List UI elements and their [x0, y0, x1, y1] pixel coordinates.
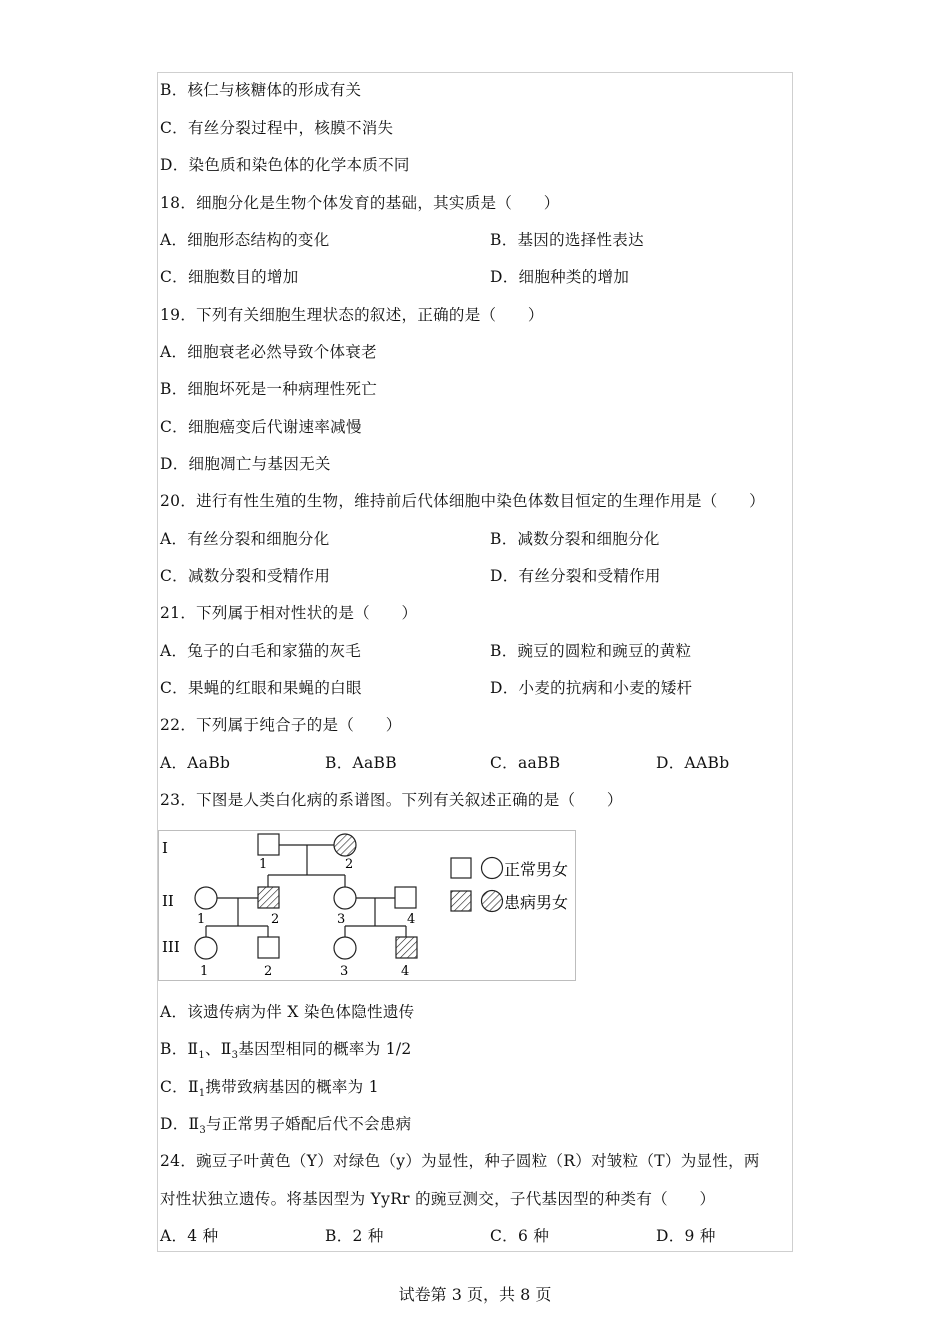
- number-III1: 1: [200, 964, 209, 979]
- pedigree-chart: [158, 830, 576, 981]
- generation-label-1: I: [162, 839, 168, 857]
- number-III3: 3: [340, 964, 349, 979]
- q23-c-suffix: 携带致病基因的概率为 1: [205, 1078, 379, 1096]
- q24-stem-line1: 24．豌豆子叶黄色（Y）对绿色（y）为显性，种子圆粒（R）对皱粒（T）为显性，两: [160, 1152, 760, 1170]
- q21-option-d: D．小麦的抗病和小麦的矮杆: [490, 679, 693, 697]
- individual-III3-female-normal: [334, 937, 356, 959]
- individual-III4-male-affected: [396, 937, 417, 958]
- pedigree-svg: [159, 831, 577, 982]
- number-II1: 1: [197, 912, 206, 927]
- number-I2: 2: [345, 857, 354, 872]
- q23-d-prefix: D．Ⅱ: [160, 1115, 200, 1133]
- q20-option-a: A．有丝分裂和细胞分化: [160, 530, 330, 548]
- q23-d-sub: 3: [199, 1125, 207, 1136]
- individual-II3-female-normal: [334, 887, 356, 909]
- legend-affected-female-icon: [482, 891, 503, 912]
- q18-option-d: D．细胞种类的增加: [490, 268, 630, 286]
- generation-label-3: III: [162, 938, 180, 956]
- number-II2: 2: [271, 912, 280, 927]
- individual-I1-male-normal: [258, 834, 279, 855]
- q23-option-a: A．该遗传病为伴 X 染色体隐性遗传: [160, 1003, 415, 1021]
- q20-option-c: C．减数分裂和受精作用: [160, 567, 331, 585]
- q17-option-d: D．染色质和染色体的化学本质不同: [160, 156, 410, 174]
- q19-option-b: B．细胞坏死是一种病理性死亡: [160, 380, 378, 398]
- page-footer: 试卷第 3 页，共 8 页: [398, 1285, 552, 1304]
- q23-option-c: [160, 1077, 379, 1104]
- q17-option-c: C．有丝分裂过程中，核膜不消失: [160, 119, 394, 137]
- legend-affected-label: 患病男女: [504, 893, 569, 912]
- q23-b-sub1: 1: [198, 1050, 205, 1061]
- individual-I2-female-affected: [334, 834, 356, 856]
- q23-option-b: [160, 1039, 412, 1066]
- q22-option-c: C．aaBB: [490, 754, 561, 772]
- q24-option-a: A．4 种: [160, 1227, 219, 1245]
- individual-III2-male-normal: [258, 937, 279, 958]
- number-III2: 2: [264, 964, 273, 979]
- q18-stem: 18．细胞分化是生物个体发育的基础，其实质是（ ）: [160, 194, 560, 212]
- q21-option-c: C．果蝇的红眼和果蝇的白眼: [160, 679, 362, 697]
- q23-option-d: [160, 1114, 411, 1141]
- q20-option-d: D．有丝分裂和受精作用: [490, 567, 661, 585]
- q23-c-prefix: C．Ⅱ: [160, 1078, 199, 1096]
- q18-option-b: B．基因的选择性表达: [490, 231, 644, 249]
- q19-stem: 19．下列有关细胞生理状态的叙述，正确的是（ ）: [160, 306, 544, 324]
- q23-b-mid: 、Ⅱ: [205, 1040, 232, 1058]
- individual-III1-female-normal: [195, 937, 217, 959]
- q24-option-c: C．6 种: [490, 1227, 550, 1245]
- q22-stem: 22．下列属于纯合子的是（ ）: [160, 716, 402, 734]
- number-I1: 1: [259, 857, 268, 872]
- legend-normal-male-icon: [451, 858, 471, 878]
- q18-option-c: C．细胞数目的增加: [160, 268, 299, 286]
- q21-option-a: A．兔子的白毛和家猫的灰毛: [160, 642, 362, 660]
- q21-stem: 21．下列属于相对性状的是（ ）: [160, 604, 418, 622]
- q22-option-d: D．AABb: [656, 754, 730, 772]
- individual-II2-male-affected: [258, 887, 279, 908]
- q24-option-d: D．9 种: [656, 1227, 716, 1245]
- number-III4: 4: [401, 964, 410, 979]
- q23-b-prefix: B．Ⅱ: [160, 1040, 199, 1058]
- q19-option-c: C．细胞癌变后代谢速率减慢: [160, 418, 362, 436]
- q18-option-a: A．细胞形态结构的变化: [160, 231, 330, 249]
- q22-option-b: B．AaBB: [325, 754, 397, 772]
- q24-stem-line2: 对性状独立遗传。将基因型为 YyRr 的豌豆测交，子代基因型的种类有（ ）: [160, 1190, 716, 1208]
- q23-b-sub2: 3: [231, 1050, 239, 1061]
- q20-stem: 20．进行有性生殖的生物，维持前后代体细胞中染色体数目恒定的生理作用是（ ）: [160, 492, 765, 510]
- q23-c-sub: 1: [198, 1088, 206, 1099]
- legend-normal-label: 正常男女: [504, 860, 569, 879]
- individual-II1-female-normal: [195, 887, 217, 909]
- q21-option-b: B．豌豆的圆粒和豌豆的黄粒: [490, 642, 692, 660]
- q24-option-b: B．2 种: [325, 1227, 384, 1245]
- generation-label-2: II: [162, 892, 174, 910]
- number-II3: 3: [337, 912, 346, 927]
- q19-option-a: A．细胞衰老必然导致个体衰老: [160, 343, 377, 361]
- q23-d-suffix: 与正常男子婚配后代不会患病: [206, 1115, 412, 1133]
- q23-b-suffix: 基因型相同的概率为 1/2: [238, 1040, 412, 1058]
- number-II4: 4: [407, 912, 416, 927]
- q20-option-b: B．减数分裂和细胞分化: [490, 530, 660, 548]
- q23-stem: 23．下图是人类白化病的系谱图。下列有关叙述正确的是（ ）: [160, 791, 623, 809]
- legend-normal-female-icon: [482, 858, 503, 879]
- legend-affected-male-icon: [451, 891, 471, 911]
- individual-II4-male-normal: [395, 887, 416, 908]
- q17-option-b: B．核仁与核糖体的形成有关: [160, 81, 362, 99]
- q19-option-d: D．细胞凋亡与基因无关: [160, 455, 331, 473]
- q22-option-a: A．AaBb: [160, 754, 231, 772]
